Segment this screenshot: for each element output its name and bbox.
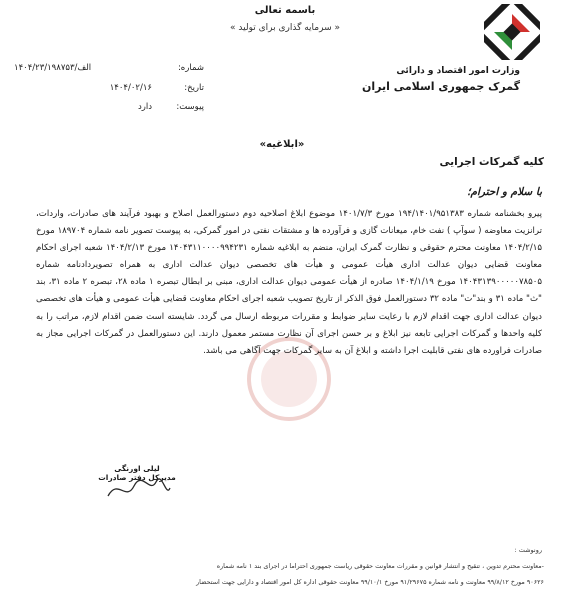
date-label: تاریخ:	[184, 83, 204, 93]
signatory-name: لیلی اورنگی	[114, 464, 160, 473]
organization-name: گمرک جمهوری اسلامی ایران	[361, 80, 520, 93]
salutation: با سلام و احترام؛	[467, 186, 542, 198]
notice-heading: «ابلاغیه»	[259, 139, 305, 150]
meta-number-row	[14, 63, 204, 75]
cc-label: رونوشت :	[514, 546, 542, 554]
date-value: ۱۴۰۴/۰۲/۱۶	[109, 83, 152, 93]
recipient: کلیه گمرکات اجرایی	[439, 156, 544, 168]
meta-attachment-row	[14, 102, 204, 114]
header-title: باسمه تعالی	[254, 5, 316, 16]
letter-body: پیرو بخشنامه شماره ۱۹۴/۱۴۰۱/۹۵۱۳۸۳ مورخ ۱۴۰۱/۷/۳ موضوع ابلاغ اصلاحیه دوم دستورالعمل اصلاح و بهبود فرآیند های صادرات، واردات، ترانزیت معاوضه ( سوآپ ) نفت خام، میعانات گازی و فرآورده ها و مشتقات نفتی در امور گمرکی، به پیوست تصویر نامه شماره ۱۸۹۷۰۴ مورخ ۱۴۰۴/۲/۱۵ معاونت محترم حقوقی و نظارت گمرک ایران، منضم به ابلاغیه شماره ۱۴۰۴۳۱۱۰۰۰۰۹۹۴۲۳۱ مورخ ۱۴۰۴/۲/۱۳ شعبه اجرای احکام معاونت قضایی دیوان عدالت اداری هیأت عمومی و هیأت های تخصصی دیوان عدالت اداری به همراه تصویردادنامه شماره ۱۴۰۴۳۱۳۹۰۰۰۰۰۷۸۵۰۵ مورخ ۱۴۰۴/۱/۱۹ صادره از هیأت عمومی دیوان عدالت اداری، مبنی بر ابطال تبصره ۱ ماده ۲۸، تبصره ۲ ماده ۳۱، بند "ث" ماده ۳۱ و بند"ت" ماده ۳۲ دستورالعمل فوق الذکر از تاریخ تصویب شعبه اجرای احکام معاونت قضایی هیأت عمومی و هیأت های تخصصی دیوان عدالت اداری جهت اقدام لازم با رعایت سایر ضوابط و مقررات مربوطه ارسال می گردد. شایسته است ضمن اقدام لازم، مراتب را به کلیه واحدها و گمرکات اجرایی تابعه نیز ابلاغ و بر حسن اجرای آن نظارت مستمر معمول دارند. این دستورالعمل در گمرکات اجرایی مجاز به صادرات فراورده های نفتی قابلیت اجرا داشته و ابلاغ آن به سایر گمرکات جهت آگاهی می باشد.	[36, 209, 543, 356]
handwritten-signature	[104, 474, 174, 504]
number-value: ۱۴۰۴/۲۳/۱۹۸۷۵۳/الف	[14, 63, 92, 73]
number-label: شماره:	[177, 63, 204, 73]
signatory-title: مدیرکل دفتر صادرات	[98, 473, 176, 482]
meta-date-row	[14, 83, 204, 95]
attachment-label: پیوست:	[176, 102, 204, 112]
ministry-name: وزارت امور اقتصاد و دارائی	[396, 66, 520, 76]
header-subtitle: « سرمایه گذاری برای تولید »	[230, 23, 340, 33]
cc-line-2: ۹۰۶۲۶ مورخ ۹۹/۸/۱۲ معاونت و نامه شماره ۹۱/۲۹۶۷۵ مورخ ۹۹/۱۰/۱ معاونت حقوقی اداره کل امور اقتصاد و دارایی جهت استحضار	[196, 578, 544, 586]
customs-logo	[484, 4, 540, 60]
cc-line-1: -معاونت محترم تدوین ، تنقیح و انتشار قوانین و مقررات معاونت حقوقی ریاست جمهوری احتراما در اجرای بند ۱ نامه شماره	[216, 562, 544, 570]
attachment-value: دارد	[137, 102, 152, 112]
